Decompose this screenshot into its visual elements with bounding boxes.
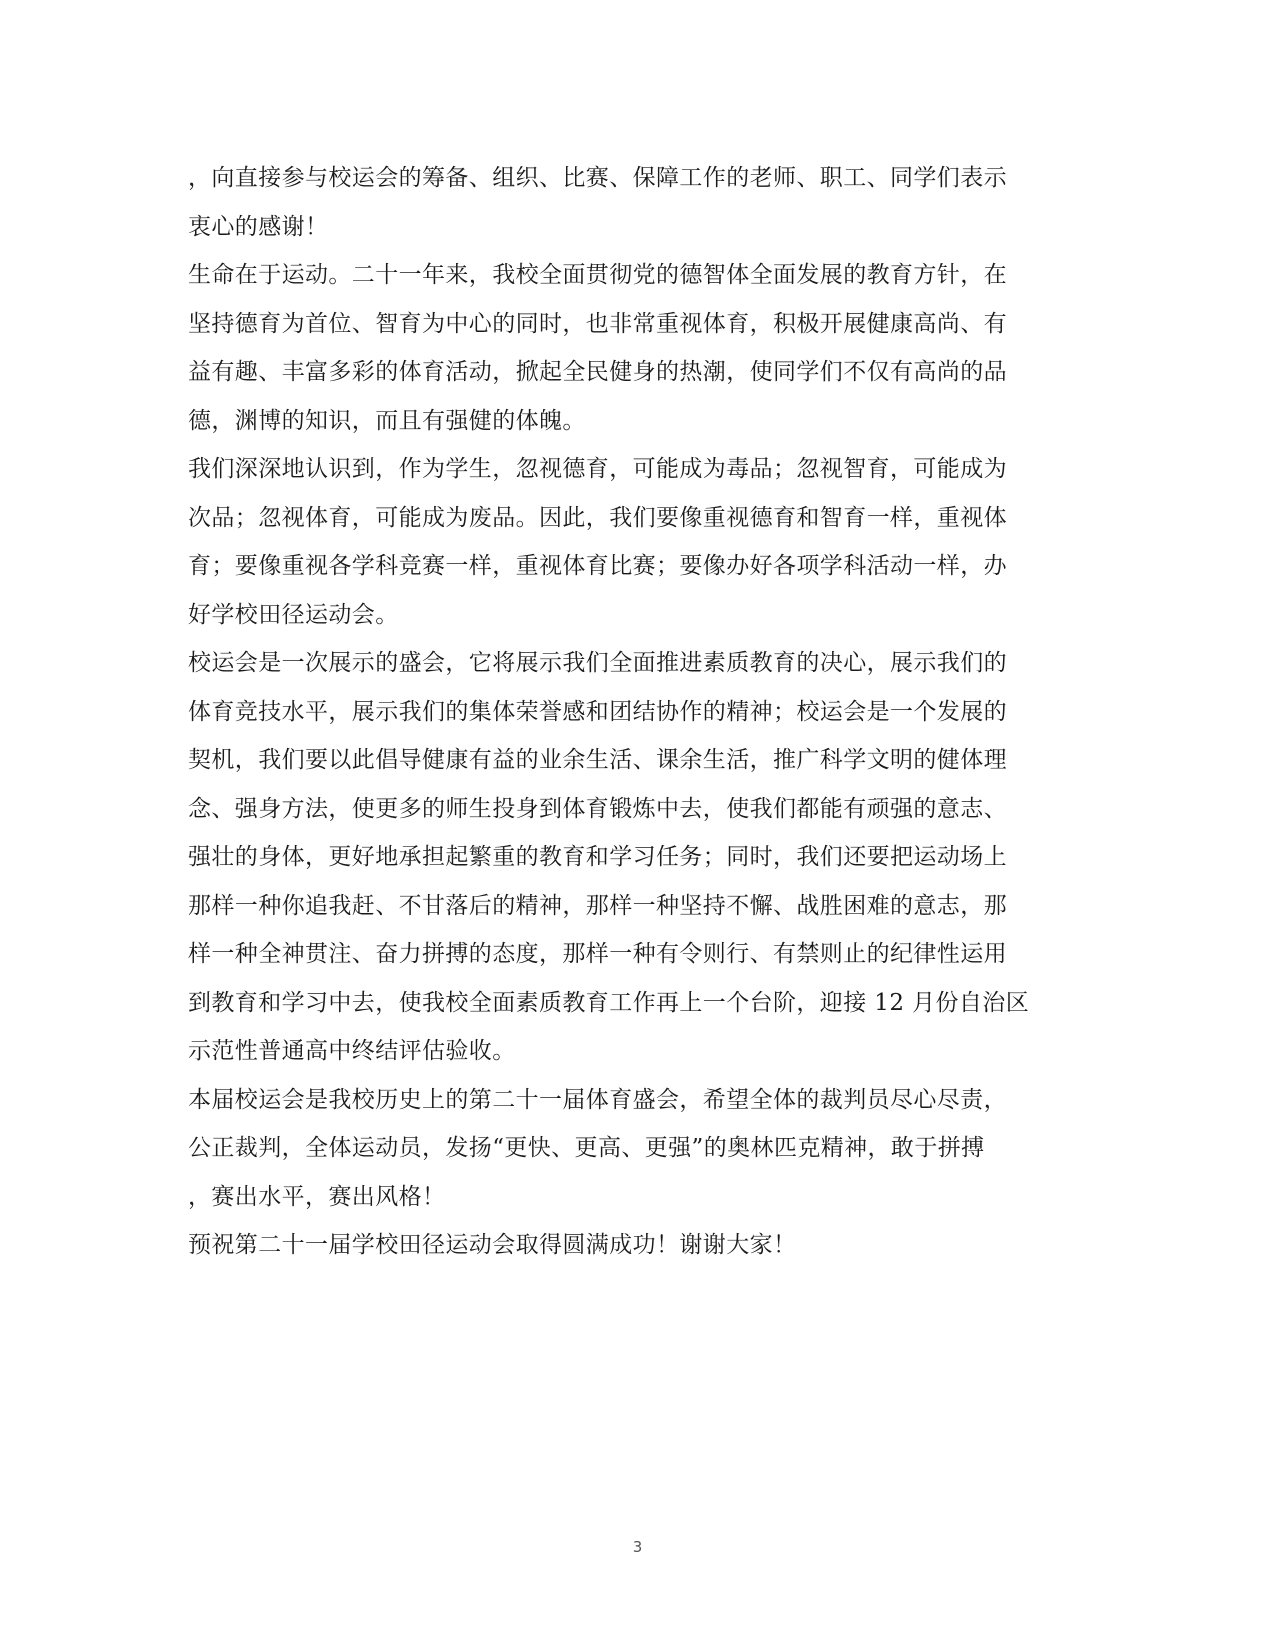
text-line: 坚持德育为首位、智育为中心的同时，也非常重视体育，积极开展健康高尚、有 xyxy=(188,310,1007,337)
text-line: 契机，我们要以此倡导健康有益的业余生活、课余生活，推广科学文明的健体理 xyxy=(188,747,1007,773)
text-line: 念、强身方法，使更多的师生投身到体育锻炼中去，使我们都能有顽强的意志、 xyxy=(188,795,1007,822)
text-line: 我们深深地认识到，作为学生，忽视德育，可能成为毒品；忽视智育，可能成为 xyxy=(188,456,1007,482)
text-line: 样一种全神贯注、奋力拼搏的态度，那样一种有令则行、有禁则止的纪律性运用 xyxy=(188,941,1007,967)
text-line: 衷心的感谢！ xyxy=(188,213,329,240)
text-line: 公正裁判，全体运动员，发扬“更快、更高、更强”的奥林匹克精神，敢于拼搏 xyxy=(188,1135,985,1161)
text-line: 体育竞技水平，展示我们的集体荣誉感和团结协作的精神；校运会是一个发展的 xyxy=(188,698,1007,725)
text-line: ，赛出水平，赛出风格！ xyxy=(188,1183,446,1210)
text-line: 那样一种你追我赶、不甘落后的精神，那样一种坚持不懈、战胜困难的意志，那 xyxy=(188,892,1007,919)
text-line: 示范性普通高中终结评估验收。 xyxy=(188,1038,516,1064)
text-line: 好学校田径运动会。 xyxy=(188,601,399,628)
page-number: 3 xyxy=(632,1538,643,1556)
text-line: 到教育和学习中去，使我校全面素质教育工作再上一个台阶，迎接 12 月份自治区 xyxy=(188,989,1030,1016)
text-line: 育；要像重视各学科竞赛一样，重视体育比赛；要像办好各项学科活动一样，办 xyxy=(188,553,1007,579)
text-line: 本届校运会是我校历史上的第二十一届体育盛会，希望全体的裁判员尽心尽责， xyxy=(188,1086,1007,1113)
text-line: 次品；忽视体育，可能成为废品。因此，我们要像重视德育和智育一样，重视体 xyxy=(188,504,1007,531)
text-line: 强壮的身体，更好地承担起繁重的教育和学习任务；同时，我们还要把运动场上 xyxy=(188,844,1007,870)
text-line: 预祝第二十一届学校田径运动会取得圆满成功！谢谢大家！ xyxy=(188,1232,797,1258)
text-line: 校运会是一次展示的盛会，它将展示我们全面推进素质教育的决心，展示我们的 xyxy=(188,650,1007,676)
text-line: 益有趣、丰富多彩的体育活动，掀起全民健身的热潮，使同学们不仅有高尚的品 xyxy=(188,359,1007,385)
text-line: ，向直接参与校运会的筹备、组织、比赛、保障工作的老师、职工、同学们表示 xyxy=(188,165,1007,191)
body-text xyxy=(188,154,1088,1270)
text-line: 德，渊博的知识，而且有强健的体魄。 xyxy=(188,407,586,434)
text-line: 生命在于运动。二十一年来，我校全面贯彻党的德智体全面发展的教育方针，在 xyxy=(188,262,1007,288)
